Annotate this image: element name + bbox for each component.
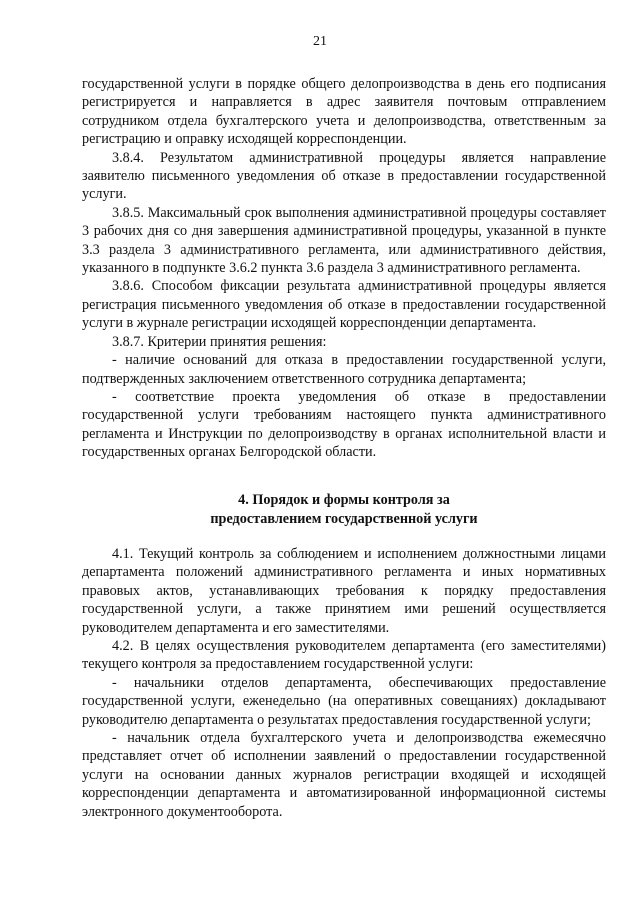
list-item-criteria-1: - наличие оснований для отказа в предоставлении государственной услуги, подтвержденных заключением ответственного сотрудника департамента;: [82, 352, 606, 387]
paragraph-4-2: 4.2. В целях осуществления руководителем департамента (его заместителями) текущего контроля за предоставлением государственной услуги:: [82, 638, 606, 673]
section-heading-line-1: 4. Порядок и формы контроля за: [238, 492, 450, 508]
section-heading: [82, 491, 606, 528]
body-text-bottom: [82, 545, 606, 821]
body-text-top: [82, 75, 606, 462]
list-item-control-1: - начальники отделов департамента, обеспечивающих предоставление государственной услуги, еженедельно (на оперативных совещаниях) докладывают руководителю департамента о результатах предоставления государственной услуги;: [82, 674, 606, 728]
paragraph-3-8-6: 3.8.6. Способом фиксации результата административной процедуры является регистрация письменного уведомления об отказе в предоставлении государственной услуги в журнале регистрации исходящей корреспонденции департамента.: [82, 278, 606, 332]
section-heading-line-2: предоставлением государственной услуги: [210, 510, 478, 527]
page-number: 21: [313, 34, 327, 49]
list-item-criteria-2: - соответствие проекта уведомления об отказе в предоставлении государственной услуги требованиям настоящего пункта административного регламента и Инструкции по делопроизводству в органах исполнительной власти и государственных органах Белгородской области.: [82, 388, 606, 461]
paragraph-continuation: государственной услуги в порядке общего делопроизводства в день его подписания регистрируется и направляется в адрес заявителя почтовым отправлением сотрудником отдела бухгалтерского учета и делопроизводства, ответственным за регистрацию и оправку исходящей корреспонденции.: [82, 76, 606, 148]
paragraph-3-8-4: 3.8.4. Результатом административной процедуры является направление заявителю письменного уведомления об отказе в предоставлении государственной услуги.: [82, 149, 606, 203]
paragraph-4-1: 4.1. Текущий контроль за соблюдением и исполнением должностными лицами департамента положений административного регламента и иных нормативных правовых актов, устанавливающих требования к порядку предоставления государственной услуги, а также принятием ими решений осуществляется руководителем департамента и его заместителями.: [82, 546, 606, 636]
paragraph-3-8-7: 3.8.7. Критерии принятия решения:: [112, 333, 327, 350]
paragraph-3-8-5: 3.8.5. Максимальный срок выполнения административной процедуры составляет 3 рабочих дня со дня завершения административной процедуры, указанной в пункте 3.3 раздела 3 административного регламента, или административного действия, указанного в подпункте 3.6.2 пункта 3.6 раздела 3 административного регламента.: [82, 204, 606, 277]
list-item-control-2: - начальник отдела бухгалтерского учета и делопроизводства ежемесячно представляет отчет об исполнении заявлений о предоставлении государственной услуги на основании данных журналов регистрации входящей и исходящей корреспонденции департамента и автоматизированной информационной системы электронного документооборота.: [82, 730, 606, 820]
